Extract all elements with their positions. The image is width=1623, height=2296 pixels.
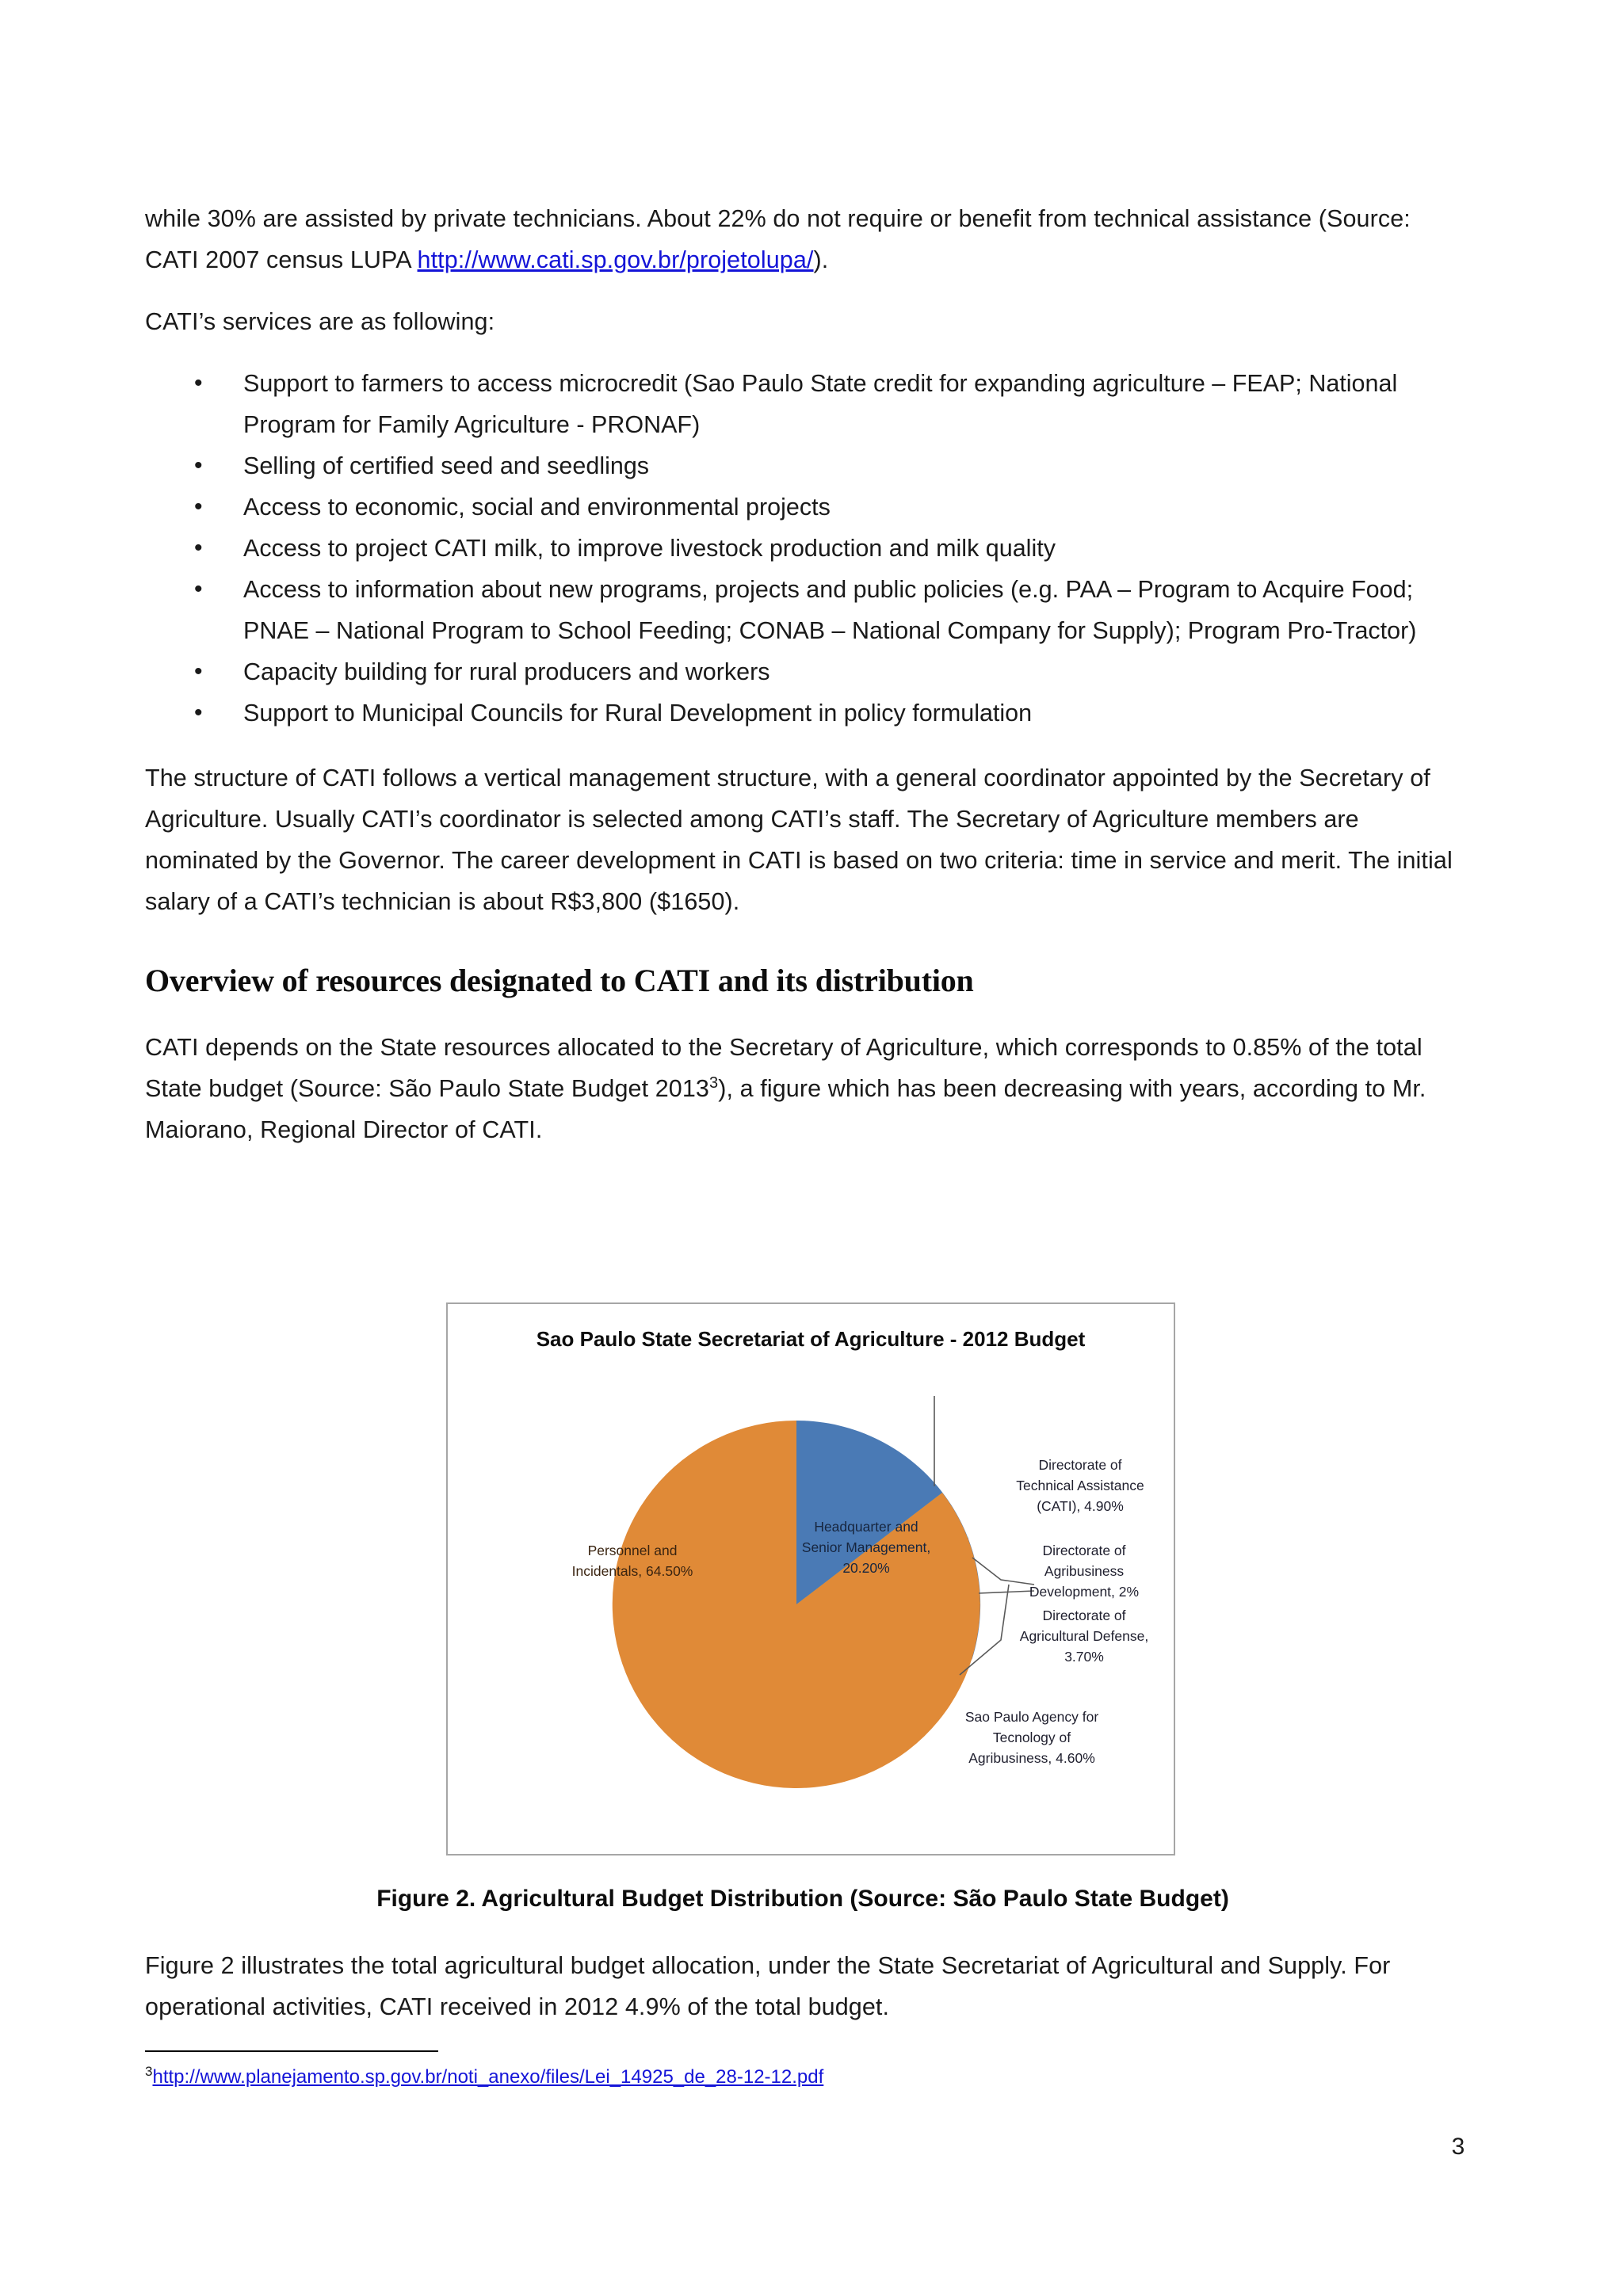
pie-label-line: (CATI), 4.90% (1037, 1498, 1124, 1514)
pie-label-line: 20.20% (842, 1560, 890, 1576)
paragraph-cati-structure: The structure of CATI follows a vertical management structure, with a general coordinator appointed by the Secretary of Agriculture. Usually CATI’s coordinator is selected among CATI’s staff. The Secretary of Agriculture members are nominated by the Governor. The career development in CATI is based on two criteria: time in service and merit. The initial salary of a CATI’s technician is about R$3,800 ($1650). (145, 765, 1453, 915)
page-title: Overview of resources designated to CATI and its distribution (145, 963, 974, 998)
paragraph-after-figure: Figure 2 illustrates the total agricultural budget allocation, under the State Secretariat of Agricultural and Supply. For operational activities, CATI received in 2012 4.9% of the total budget. (145, 1952, 1391, 2020)
list-item: • Capacity building for rural producers and workers (145, 651, 1461, 692)
page-body-content (145, 198, 1461, 1171)
pie-label-line: Directorate of (1042, 1543, 1126, 1558)
pie-label-line: Development, 2% (1029, 1584, 1140, 1600)
page-number: 3 (1451, 2134, 1465, 2160)
pie-label-line: Headquarter and (814, 1519, 918, 1535)
list-item: • Access to economic, social and environmental projects (145, 486, 1461, 528)
footnote-link[interactable]: http://www.planejamento.sp.gov.br/noti_anexo/files/Lei_14925_de_28-12-12.pdf (152, 2066, 824, 2088)
pie-slices (613, 1421, 980, 1788)
pie-label-line: 3.70% (1064, 1649, 1104, 1665)
pie-label-cati (985, 1455, 1175, 1516)
figure-2-chart (446, 1302, 1177, 1857)
pie-label-agricultural-defense (993, 1605, 1175, 1667)
paragraph-services-lead: CATI’s services are as following: (145, 308, 495, 335)
list-item: • Support to farmers to access microcredit (Sao Paulo State credit for expanding agriculture – FEAP; National Program for Family Agriculture - PRONAF) (145, 363, 1461, 445)
pie-label-line: Agribusiness, 4.60% (968, 1750, 1095, 1766)
footnote-number: 3 (145, 2064, 153, 2079)
list-item: • Selling of certified seed and seedlings (145, 445, 1461, 486)
after-figure-content (145, 1945, 1476, 2048)
pie-label-line: Personnel and (587, 1543, 678, 1558)
chart-title: Sao Paulo State Secretariat of Agriculture - 2012 Budget (536, 1327, 1086, 1351)
pie-label-line: Tecnology of (992, 1730, 1071, 1745)
paragraph-cati-resources (145, 1027, 1461, 1150)
figure-caption: Figure 2. Agricultural Budget Distribution (Source: São Paulo State Budget) (376, 1886, 1229, 1912)
list-item: • Access to information about new programs, projects and public policies (e.g. PAA – Program to Acquire Food; PNAE – National Program to School Feeding; CONAB – National Company for Supply); Program Pro-Tractor) (145, 569, 1461, 651)
pie-label-line: Agricultural Defense, (1019, 1628, 1149, 1644)
list-item: • Support to Municipal Councils for Rural Development in policy formulation (145, 692, 1461, 734)
pie-label-personnel (533, 1540, 731, 1581)
pie-label-line: Senior Management, (801, 1539, 931, 1555)
pie-label-agribusiness-development (993, 1540, 1175, 1602)
pie-label-line: Directorate of (1042, 1608, 1126, 1623)
footnote-3 (145, 2063, 823, 2092)
footnote-marker-3[interactable]: 3 (709, 1074, 719, 1092)
paragraph-technical-assistance (145, 198, 1461, 280)
paragraph-intro-text-part2: ). (813, 246, 829, 273)
services-list (145, 363, 1461, 734)
footnote-separator (145, 2050, 438, 2052)
pie-label-line: Incidentals, 64.50% (571, 1563, 693, 1579)
pie-label-sp-agency (933, 1707, 1131, 1768)
resources-text-part1: CATI depends on the State resources allocated to the Secretary of Agriculture, which corresponds to 0.85% of the total State budget (Source: São Paulo State Budget 2013 (145, 1034, 1423, 1102)
lupa-census-link[interactable]: http://www.cati.sp.gov.br/projetolupa/ (417, 246, 814, 273)
pie-label-headquarter (763, 1516, 969, 1578)
pie-label-line: Directorate of (1038, 1457, 1122, 1473)
pie-label-line: Sao Paulo Agency for (964, 1709, 1099, 1725)
pie-label-line: Agribusiness (1044, 1563, 1125, 1579)
list-item: • Access to project CATI milk, to improve livestock production and milk quality (145, 528, 1461, 569)
paragraph-intro-text-part1: while 30% are assisted by private technicians. About 22% do not require or benefit from technical assistance (Source: CATI 2007 census LUPA (145, 205, 1411, 273)
resources-text-part2: ), a figure which has been decreasing with years, according to Mr. Maiorano, Regional Director of CATI. (145, 1075, 1426, 1143)
pie-label-line: Technical Assistance (1016, 1478, 1144, 1493)
